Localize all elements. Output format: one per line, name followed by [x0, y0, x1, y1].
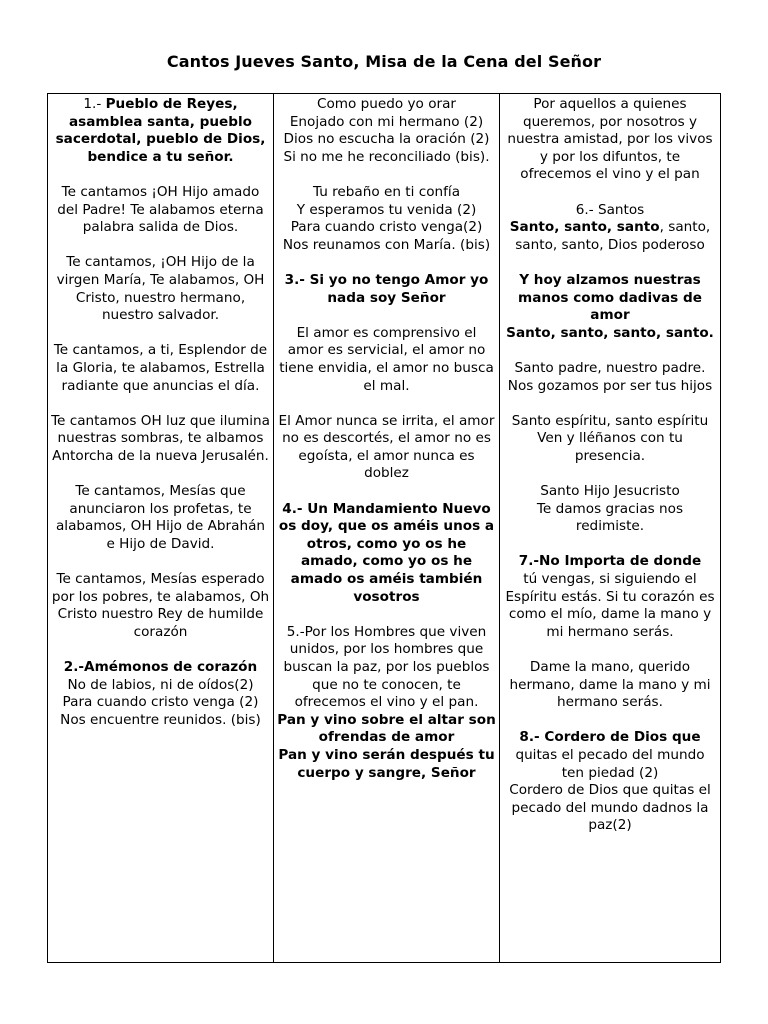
song-1-title: Pueblo de Reyes, asamblea santa, pueblo sacerdotal, pueblo de Dios, bendice a tu señor. [55, 96, 266, 165]
song-1-verse-1: Te cantamos ¡OH Hijo amado del Padre! Te alabamos eterna palabra salida de Dios. [57, 183, 264, 236]
song-5-verse-1: 5.-Por los Hombres que viven unidos, por los hombres que buscan la paz, por los pueblos que no te conocen, te ofrecemos el vino y el pan. [283, 623, 490, 711]
song-2-line-9: Y esperamos tu venida (2) [296, 201, 477, 218]
song-6-verse-5: Ven y lléñanos con tu presencia. [537, 430, 683, 464]
song-2-line-3: Nos encuentre reunidos. (bis) [60, 711, 261, 728]
song-1-verse-5: Te cantamos, Mesías que anunciaron los profetas, te alabamos, OH Hijo de Abrahán e Hijo de David. [55, 483, 266, 552]
column-3 [499, 94, 720, 962]
song-3-verse-1: El amor es comprensivo el amor es servicial, el amor no tiene envidia, el amor no busca el mal. [279, 324, 494, 394]
song-1-verse-4: Te cantamos OH luz que ilumina nuestras sombras, te albamos Antorcha de la nueva Jerusalén. [51, 412, 270, 464]
song-2-line-11: Nos reunamos con María. (bis) [282, 236, 491, 253]
song-2-heading: 2.-Amémonos de corazón [63, 659, 258, 675]
song-2-line-7: Si no me he reconciliado (bis). [283, 148, 490, 165]
song-3-heading: 3.- Si yo no tengo Amor yo nada soy Señor [284, 271, 489, 306]
song-6-verse-3: Nos gozamos por ser tus hijos [507, 377, 713, 394]
song-6-verse-6: Santo Hijo Jesucristo [540, 483, 680, 500]
song-1-verse-2: Te cantamos, ¡OH Hijo de la virgen María, Te alabamos, OH Cristo, nuestro hermano, nuestro salvador. [56, 254, 265, 324]
song-6-heading: 6.- Santos [575, 201, 645, 218]
song-7-heading: 7.-No Importa de donde [518, 553, 702, 570]
song-2-line-4: Como puedo yo orar [316, 96, 457, 112]
song-2-line-8: Tu rebaño en ti confía [312, 183, 461, 200]
songs-table [47, 93, 721, 963]
song-6-verse-4: Santo espíritu, santo espíritu [511, 412, 709, 429]
song-6-verse-1 [503, 219, 717, 254]
song-6-santo-bold: Santo, santo, santo [509, 219, 660, 236]
song-3-verse-2: El Amor nunca se irrita, el amor no es descortés, el amor no es egoísta, el amor nunca es doblez [278, 412, 495, 482]
song-6-santo-rest: , santo, santo, santo, Dios poderoso [515, 219, 711, 253]
song-6-chorus-1: Y hoy alzamos nuestras manos como dadivas de amor [518, 271, 702, 324]
song-6-verse-2: Santo padre, nuestro padre. [514, 359, 706, 376]
song-1-heading [51, 96, 270, 166]
song-1-verse-3: Te cantamos, a ti, Esplendor de la Gloria, te alabamos, Estrella radiante que anuncias el día. [53, 342, 268, 394]
song-2-line-5: Enojado con mi hermano (2) [289, 113, 484, 130]
song-2-line-2: Para cuando cristo venga (2) [62, 694, 259, 711]
song-6-chorus-2: Santo, santo, santo, santo. [506, 324, 714, 341]
song-7-verse-1: tú vengas, si siguiendo el Espíritu estás. Si tu corazón es como el mío, dame la mano y mi hermano serás. [505, 571, 715, 640]
song-7-verse-2: Dame la mano, querido hermano, dame la mano y mi hermano serás. [509, 659, 711, 711]
column-2 [273, 94, 499, 962]
song-8-verse-2: Cordero de Dios que quitas el pecado del mundo dadnos la paz(2) [509, 782, 711, 834]
song-8-heading: 8.- Cordero de Dios que [519, 729, 701, 746]
column-1 [48, 94, 273, 962]
page-title: Cantos Jueves Santo, Misa de la Cena del Señor [166, 52, 602, 71]
song-1-verse-6: Te cantamos, Mesías esperado por los pobres, te alabamos, Oh Cristo nuestro Rey de humilde corazón [51, 571, 270, 640]
song-2-line-10: Para cuando cristo venga(2) [290, 219, 483, 236]
song-2-line-6: Dios no escucha la oración (2) [283, 131, 490, 148]
song-1-number: 1.- [83, 96, 102, 112]
song-5-chorus-2: Pan y vino serán después tu cuerpo y sangre, Señor [278, 746, 495, 781]
song-5-verse-2: Por aquellos a quienes queremos, por nosotros y nuestra amistad, por los vivos y por los difuntos, te ofrecemos el vino y el pan [507, 96, 713, 183]
song-8-verse-1: quitas el pecado del mundo ten piedad (2) [515, 746, 705, 781]
song-4-text: 4.- Un Mandamiento Nuevo os doy, que os améis unos a otros, como yo os he amado, como yo os he amado os améis también vosotros [278, 500, 495, 605]
song-2-line-1: No de labios, ni de oídos(2) [67, 676, 254, 693]
song-6-verse-7: Te damos gracias nos redimiste. [536, 500, 684, 535]
song-5-chorus-1: Pan y vino sobre el altar son ofrendas de amor [277, 711, 496, 746]
